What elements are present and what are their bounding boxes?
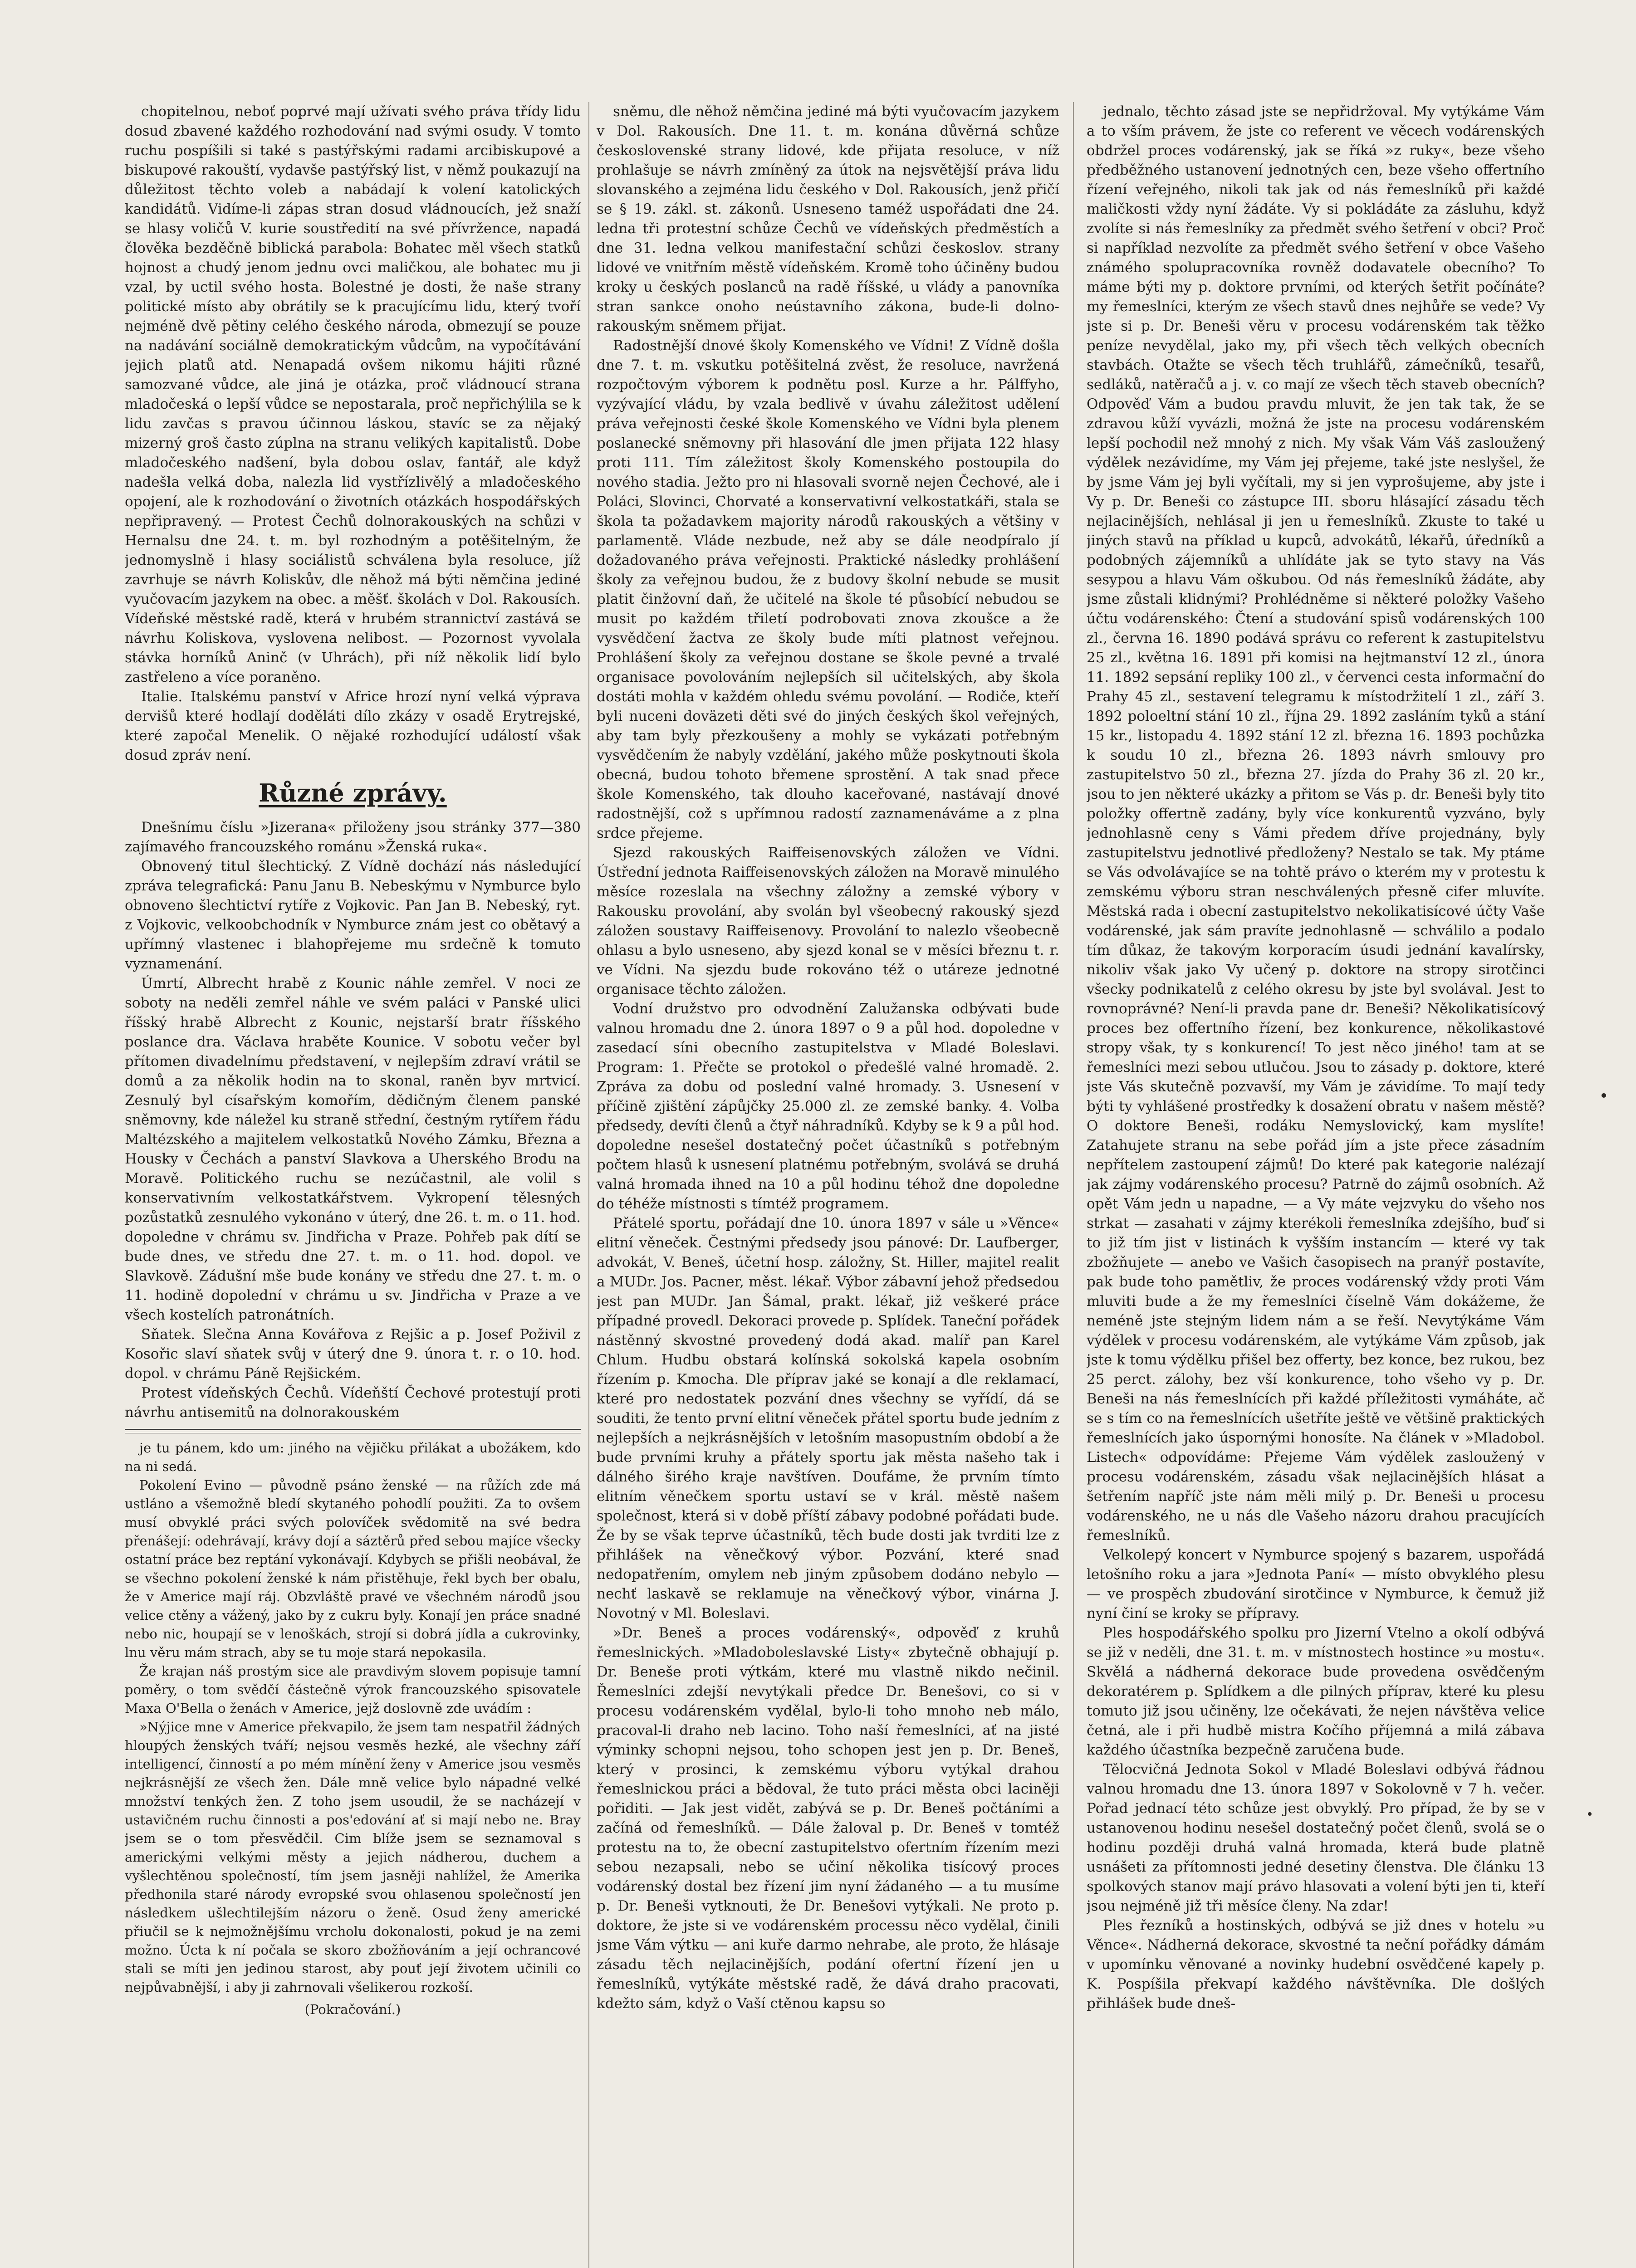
feuilleton <box>125 1439 581 2019</box>
feuilleton-paragraph: Pokolení Evino — původně psáno ženské — na růžích zde má ustláno a všemožně bledí skytaného pohodlí použiti. Za to ovšem musí obvyklé práci svých polovíček svědomitě na své bedra přenášejí: odehrávají, krávy dojí a sáztěrů před sebou majíce všecky ostatní práce bez reptání vykonávají. Kdybych se přišli neobával, že se všechno pokolení ženské k nám přistěhuje, řekl bych ber obalu, že v Americe mají ráj. Obzvláště pravé ve všechném národů jsou velice ctěny a vážený, jako by z cukru byly. Konají jen práce snadné nebo nic, houpají se v lenoškách, strojí si dobrá jídla a cukrovinky, lnu věru mám strach, aby se tu moje stará nepokasila. <box>125 1477 581 1660</box>
article-paragraph: Ples hospodářského spolku pro Jizerní Vtelno a okolí odbývá se již v neděli, dne 31. t. m. v místnostech hostince »u mostu«. Skvělá a nádherná dekorace bude provedena osvědčeným dekoratérem p. Splídkem a dle pilných příprav, které ku plesu tomuto již jsou učiněny, lze očekávati, že nejen návštěva velice četná, ale i při hudbě mistra Kočího příjemná a milá zábava každého účastníka bezpečně zaručena bude. <box>1087 1625 1545 1758</box>
column-right <box>1087 102 1545 2268</box>
section-title: Různé zprávy. <box>259 778 447 807</box>
article-paragraph: Tělocvičná Jednota Sokol v Mladé Boleslavi odbývá řádnou valnou hromadu dne 13. února 1897 v Sokolovně v 7 h. večer. Pořad jednací této schůze jest obvyklý. Pro případ, že by se v ustanovenou hodinu nesešel dostatečný počet členů, svolá se o hodinu později druhá valná hromada, která bude platně usnášeti za přítomnosti jedné desetiny členstva. Dle článku 13 spolkových stanov mají právo hlasovati a volení býti jen ti, kteří jsou nejméně již tři měsíce členy. Na zdar! <box>1087 1761 1545 1914</box>
article-politics: chopitelnou, neboť poprvé mají užívati svého práva třídy lidu dosud zbavené každého rozhodování nad svými osudy. V tomto ruchu pospíšili si také s pastýřskými radami arcibiskupové a biskupové rakouští, vydavše pastýřský list, v němž poukazují na důležitost těchto voleb a nabádají k volení katolických kandidátů. Vidíme-li zápas stran dosud vládnoucích, jež snaží se hlasy voličů V. kurie soustředití na své přívržence, napadá člověka bezděčně biblická parabola: Bohatec měl všech statků hojnost a chudý jenom jednu ovci maličkou, ale bohatec mu ji vzal, by uctil svého hosta. Bolestné je dosti, že naše strany politické místo aby obrátily se k pracujícímu lidu, který tvoří nejméně dvě pětiny celého českého národa, obmezují se pouze na nadávání sociálně demokratickým vůdcům, na vypočítávání jejich platů atd. Nenapadá ovšem nikomu hájiti různé samozvané vůdce, ale jiná je otázka, proč vládnoucí strana mladočeská o lepší vůdce se nepostarala, proč nepřichýlila se k lidu zavčas s pravou účinnou láskou, stavíc se za nějaký mizerný groš často zúplna na stranu velikých kapitalistů. Dobe mladočeského nadšení, byla dobou oslav, fantář, ale když nadešla velká doba, nalezla lid vystřízlivělý a mladočeského opojení, ale k rozhodování o životních otázkách hospodářských nepřipravený. — Protest Čechů dolnorakouských na schůzi v Hernalsu dne 24. t. m. byl rozhodným a potěšitelným, že jednomyslně i hlasy sociálistů schválena byla resoluce, jíž zavrhuje se návrh Koliskův, dle něhož má býti němčina jediné vyučovacím jazykem na obec. a měšť. školách v Dol. Rakousích. Vídeňské městské radě, která v hrubém strannictví zastává se návrhu Koliskova, vyslovena nelibost. — Pozornost vyvolala stávka horníků Aninč (v Uhrách), při níž několik lidí bylo zastřeleno a více poraněno. <box>125 103 581 685</box>
feuilleton-paragraph: »Nýjice mne v Americe překvapilo, že jsem tam nespatřil žádných hloupých ženských tváří; nejsou vesměs hezké, ale všechny září intelligencí, činností a po mém mínění ženy v Americe jsou vesměs nejkrásnější ze všech žen. Dále mně velice bylo nápadné velké množství tenkých žen. Z toho jsem usoudil, že se nacházejí v ustavičném ruchu činnosti a pos'edování ať si mají nebo ne. Bray jsem se o tom přesvědčil. Cim blíže jsem se seznamoval s americkými velkými městy a jejich nádherou, duchem a vyšlechtěnou společností, tím jsem jasněji nahlížel, že Amerika předhonila staré národy evropské svou ohlasenou společností jen následkem ušlechtilejším názoru o ženě. Osud ženy americké přiučil se k nejmožnějšímu vrcholu dokonalosti, pokud je na zemi možno. Úcta k ní počala se skoro zbožňováním a její ochrancové stali se míti jen jedinou starost, aby pouť její životem učinili co nejpůvabnější, i aby ji zahrnovali všelikerou rozkoší. <box>125 1719 581 1995</box>
print-speck <box>1602 1093 1606 1098</box>
article-paragraph: »Dr. Beneš a proces vodárenský«, odpověď z kruhů řemeslnických. »Mladoboleslavské Listy« zbytečně obhajují p. Dr. Beneše proti výtkám, které mu vlastně nikdo nečinil. Řemeslníci zdejší nevytýkali předce Dr. Benešovi, co si v procesu vodárenském vydělal, bylo-li toho mnoho neb málo, pracoval-li draho neb lacino. Toho naší řemeslníci, ať na jisté výminky schopni nejsou, toho schopen jest jen p. Dr. Beneš, který v prosinci, k zemskému výboru vytýkal drahou řemeslnickou práci a bědoval, že tuto práci města obci laciněji pořiditi. — Jak jest vidět, zabývá se p. Dr. Beneš počtáními a začíná od řemeslníků. — Dále žaloval p. Dr. Beneš v tomtéž protestu na to, že obecní zastupitelstvo ofertním řízením mezi sebou nezapsali, nebo se učiní několika tisícový proces vodárenský dostal bez řízení jim nyní žádaného — a tu musíme p. Dr. Beneši vytknouti, že Dr. Benešovi vytýkali. Ne proto p. doktore, že jste si ve vodárenském processu něco vydělal, činili jsme Vám výtku — ani kuře darmo nehrabe, ale proto, že hlásaje zásadu těch nejlacinějších, podání ofertní řízení jen u řemeslníků, vytýkáte městské radě, že dává draho pracovati, kdežto sám, když o Vaší ctěnou kapsu so <box>597 1625 1059 2012</box>
column-rule <box>1073 102 1074 2268</box>
news-item: Protest vídeňských Čechů. Vídeňští Čechové protestují proti návrhu antisemitů na dolnorakouském <box>125 1385 581 1421</box>
feuilleton-paragraph: Že krajan náš prostým sice ale pravdivým slovem popisuje tamní poměry, o tom svědčí částečně výrok francouzského spisovatele Maxa O'Bella o ženách v Americe, jejž doslovně zde uvádím : <box>125 1663 581 1716</box>
column-rule <box>588 102 589 2268</box>
feuilleton-paragraph: je tu pánem, kdo um: jiného na vějičku přilákat a ubožákem, kdo na ni sedá. <box>125 1440 581 1474</box>
article-paragraph: sněmu, dle něhož němčina jediné má býti vyučovacím jazykem v Dol. Rakousích. Dne 11. t. m. konána důvěrná schůze československé strany lidové, kde přijata resoluce, v níž prohlašuje se návrh zmíněný za útok na nejsvětější práva lidu slovanského a zejména lidu českého v Dol. Rakousích, jenž přičí se § 19. zákl. st. zákonů. Usneseno taméž uspořádati dne 24. ledna tři protestní schůze Čechů ve vídeňských předměstích a dne 31. ledna velkou manifestační schůzi českoslov. strany lidové ve vnitřním městě vídeňském. Kromě toho účiněny budou kroky u českých poslanců na radě říšské, u vlády a panovníka stran sankce onoho neústavního zákona, bude-li dolno-rakouským sněmem přijat. <box>597 103 1059 334</box>
news-item: Dnešnímu číslu »Jizerana« přiloženy jsou stránky 377—380 zajímavého francouzského románu »Ženská ruka«. <box>125 819 581 855</box>
article-paragraph: Ples řezníků a hostinských, odbývá se již dnes v hotelu »u Věnce«. Nádherná dekorace, skvostné ta neční pořádky dámám v upomínku věnované a novinky hudební osvědčené kapely p. K. Pospíšila překvapí každého návštěvníka. Dle došlých přihlášek bude dneš- <box>1087 1917 1545 2012</box>
article-italy: Italie. Italskému panství v Africe hrozí nyní velká výprava dervišů které hodlají doděláti dílo zkázy v osadě Erytrejské, které započal Menelik. O nějaké rozhodující událostí však dosud zpráv není. <box>125 689 581 763</box>
news-item: Obnovený titul šlechtický. Z Vídně dochází nás následující zpráva telegrafická: Panu Janu B. Nebeskýmu v Nymburce bylo obnoveno šlechtictví rytíře z Vojkovic. Pan Jan B. Nebeský, ryt. z Vojkovic, velkoobchodník v Nymburce znám jest co obětavý a upřímný vlastenec i blahopřejeme mu srdečně k tomuto vyznamenání. <box>125 858 581 972</box>
news-item: Sňatek. Slečna Anna Kovářova z Rejšic a p. Josef Poživil z Kosořic slaví sňatek svůj v úterý dne 9. února t. r. o 10. hod. dopol. v chrámu Páně Rejšickém. <box>125 1326 581 1382</box>
article-paragraph: Vodní družstvo pro odvodnění Zalužanska odbývati bude valnou hromadu dne 2. února 1897 o 9 a půl hod. dopoledne v zasedací síni obecního zastupitelstva v Mladé Boleslavi. Program: 1. Přečte se protokol o předešlé valné hromadě. 2. Zpráva za dobu od poslední valné hromady. 3. Usnesení v příčině zjištění zápůjčky 25.000 zl. ze zemské banky. 4. Volba předsedy, devíti členů a čtyř náhradníků. Kdyby se k 9 a půl hod. dopoledne nesešel dostatečný počet účastníků s potřebným počtem hlasů k usnesení platnému potřebným, svolává se druhá valná hromada ihned na 10 a půl hodinu téhož dne dopoledne do téhéže místnosti s tímtéž programem. <box>597 1001 1059 1212</box>
article-paragraph: Radostnější dnové školy Komenského ve Vídni! Z Vídně došla dne 7. t. m. vskutku potěšitelná zvěst, že resoluce, navržená rozpočtovým výborem k podnětu posl. Kurze a hr. Pálffyho, vyzývající vládu, by vzala bedlivě v úvahu záležitost udělení práva veřejnosti české škole Komenského ve Vídni byla plenem poslanecké sněmovny při hlasování dle jmen přijata 122 hlasy proti 111. Tím záležitost školy Komenského postoupila do nového stadia. Ježto pro ni hlasovali svorně nejen Čechové, ale i Poláci, Slovinci, Chorvaté a konservativní velkostatkáři, stala se škola ta požadavkem majority národů rakouských a většiny v parlamentě. Vláde nezbude, než aby se dále neodpíralo jí dožadovaného práva veřejnosti. Praktické následky prohlášení školy za veřejnou budou, že z budovy školní nebude se musit platit činžovní daň, že učitelé na škole té působící nebudou se musit po každém třiletí podrobovati znova zkoušce a že vysvědčení žactva ze školy bude míti platnost veřejnou. Prohlášení školy za veřejnou dostane se škole pevné a trvalé organisace povolováním nejlepších sil učitelských, aby škola dostáti mohla v každém ohledu svému povolání. — Rodiče, kteří byli nuceni doväzeti děti své do jiných českých škol veřejných, aby tam byly přezkoušeny a mohly se vykázati potřebným vysvědčením že nabyly vzdělání, jakého může poskytnouti škola obecná, budou tohoto břemene sprostění. A tak snad přece škole Komenského, tak dlouho kaceřované, nastávají dnové radostnější, což s upřímnou radostí zaznamenáváme a z plna srdce přejeme. <box>597 337 1059 841</box>
article-paragraph: Velkolepý koncert v Nymburce spojený s bazarem, uspořádá letošního roku a jara »Jednota Paní« — místo obvyklého plesu — ve prospěch zbudování sirotčince v Nymburce, k čemuž již nyní činí se kroky se přípravy. <box>1087 1547 1545 1622</box>
article-paragraph: Sjezd rakouských Raiffeisenovských záložen ve Vídni. Ústřední jednota Raiffeisenovských záložen na Moravě minulého měsíce rozeslala na všechny záložny a zemské výbory v Rakousku provolání, aby svolán byl všeobecný rakouský sjezd záložen soustavy Raiffeisenovy. Provolání to nalezlo všeobecně ohlasu a bylo usneseno, aby sjezd konal se v měsíci březnu t. r. ve Vídni. Na sjezdu bude rokováno též o utáreze jednotné organisace těchto záložen. <box>597 845 1059 997</box>
article-paragraph: Přátelé sportu, pořádají dne 10. února 1897 v sále u »Věnce« elitní věneček. Čestnými předsedy jsou pánové: Dr. Laufberger, advokát, V. Beneš, účetní hosp. záložny, St. Hiller, majitel realit a MUDr. Jos. Pacner, měst. lékař. Výbor zábavní jehož předsedou jest pan MUDr. Jan Šámal, prakt. lékař, již veškeré práce případné provedl. Dekoraci provede p. Splídek. Taneční pořádek nástěnný skvostné provedený dodá akad. malíř pan Karel Chlum. Hudbu obstará kolínská sokolská kapela osobním řízením p. Kmocha. Dle příprav jaké se konají a dle reklamací, které pro nedostatek pozvání dnes všechny se vyřídí, dá se souditi, že tento první elitní věneček přátel sportu bude jedním z nejlepších a nejkrásnějších v letošním masopustním období a že bude prvními kruhy a přátely sportu jak města našeho tak i dálného širého kraje navštíven. Doufáme, že prvním tímto elitním věnečkem sportu ustaví se v král. městě našem společnost, která si v době příští zábavy podobné pořádati bude. Že by se však teprve účastníků, těch bude dosti jak tvrditi lze z přihlášek na věnečkový výbor. Pozvání, které snad nedopatřením, omylem neb jiným způsobem dodáno nebylo — nechť laskavě se reklamuje na věnečkový výbor, vinárna J. Novotný v Ml. Boleslavi. <box>597 1215 1059 1622</box>
continued-note: (Pokračování.) <box>304 2002 401 2017</box>
article-paragraph: jednalo, těchto zásad jste se nepřidržoval. My vytýkáme Vám a to vším právem, že jste co referent ve věcech vodárenských obdržel proces vodárenský, jak se říká »z ruky«, beze všeho předběžného ustanovení jednotných cen, beze všeho offertního řízení veřejného, nikoli tak jak od nás řemeslníků při každé maličkosti vždy nyní žádáte. Vy si pokládáte za zásluhu, když zvolíte si nás řemeslníky za předmět svého šetření v obci? Proč si například nezvolíte za předmět svého šetření v obce Vašeho známého spolupracovníka rovněž dodavatele obecního? To máme býti my p. doktore prvními, od kterých šetřit počínáte? my řemeslníci, kterým ze všech stavů dnes nejhůře se vede? Vy jste si p. Dr. Beneši věru v procesu vodárenském tak těžko peníze nevydělal, jako my, při všech těch velkých obecních stavbách. Otažte se všech těch truhlářů, zámečníků, tesařů, sedláků, natěračů a j. v. co mají ze všech těch staveb obecních? Odpověď Vám a budou pravdu mluvit, že jen tak tak, že se zdravou kůží vyvázli, možná že jste na procesu vodárenském lepší pochodil než mnohý z nich. My však Vám Váš zasloužený výdělek nezávidíme, my Vám jej přejeme, také jste neslyšel, že by jsme Vám jej byli vyčítali, my si jen vyprošujeme, aby jste i Vy p. Dr. Beneši co zástupce III. sboru hlásající zásadu těch nejlacinějších, nehlásal ji jen u řemeslníků. Zkuste to také u jiných stavů na příklad u kupců, advokátů, lékařů, úředníků a podobných zájemníků a uhlídáte jak se tyto stavy na Vás sesypou a hlavu Vám oškubou. Od nás řemeslníků žádáte, aby jsme zůstali klidnými? Prohlédněme si některé položky Vašeho účtu vodárenského: Čtení a studování spisů vodárenských 100 zl., června 16. 1890 podává správu co referent k zastupitelstvu 25 zl., května 16. 1891 při komisi na hejtmanství 12 zl., února 11. 1892 sepsání repliky 100 zl., v červenci cesta informační do Prahy 45 zl., sestavení telegramu k místodržitelí 1 zl., září 3. 1892 poloeltní stání 10 zl., října 29. 1892 zasláním tyků a stání 15 kr., listopadu 4. 1892 stání 12 zl. března 16. 1893 pochůzka k soudu 10 zl., března 26. 1893 návrh smlouvy pro zastupitelstvo 50 zl., března 27. jízda do Prahy 36 zl. 20 kr., jsou to jen některé ukázky a přitom se Vás p. dr. Beneši byly tito položky offertně zadány, byly více konkurentů vyzváno, byly jednohlasně ceny s Vámi předem dříve projednány, byly zastupitelstvu jednotlivé předloženy? Nestalo se tak. My ptáme se Vás odvolávajíce se na tohtě právo o kterém my v protestu k zemskému výboru stran neschválených přesně cifer mluvíte. Městská rada i obecní zastupitelstvo nekolikatisícové účty Vaše vodárenské, jak sám pravíte jednohlasně — schválilo a podalo tím důkaz, že takovým korporacím úsudi jednání kavalírsky, nikoliv však jako Vy učený p. doktore na stropy sirotčinci všecky podnikatelů z celého okresu by jste byl svolával. Jest to rovnoprávné? Není-li pravda pane dr. Beneši? Několikatisícový proces bez offertního řízení, bez konkurence, několikastové stropy však, ty s konkurencí! To jest něco jiného! tam at se řemeslníci mezi sebou utlučou. Jsou to zásady p. doktore, které jste Vás skutečně pozvavší, my Vám je závidíme. To mají tedy býti ty vyhlášené prostředky k dosažení obratu v našem městě? O doktore Beneši, rodáku Nemyslovický, kam myslíte! Zatahujete stranu na sebe pořád jím a jste přece zásadním nepřítelem zastoupení zájmů! Do které pak kategorie nalézají jak zájmy vodárenského procesu? Patrně do zájmů osobních. Až opět Vám jedn u napadne, — a Vy máte vejzvyku do všeho nos strkat — zasahati v zájmy kterékoli řemeslníka zdejšího, buď si to již tím jist v listinách k vyšším instancím — které vy tak zbožňujete — anebo ve Vašich časopisech na pranýř postavíte, pak bude toho pamětliv, že proces vodárenský vždy proti Vám mluviti bude a že my řemeslníci číselně Vám dokážeme, že neméně jste stejným lidem nám a se řeší. Nevytýkáme Vám výdělek v procesu vodárenském, ale vytýkáme Vám způsob, jak jste k tomu výdělku přišel bez offerty, bez konce, bez rukou, bez 25 perct. zálohy, bez vší konkurence, toho všeho vy p. Dr. Beneši na nás řemeslnících při každé příležitosti vymáháte, ač se s tím co na řemeslnících ušetříte ještě ve většině praktických řemeslnících jako úspornými honosíte. Na článek v »Mladobol. Listech« odpovídáme: Přejeme Vám výdělek zasloužený v procesu vodárenském, zásadu však nejlacinějších hlásat a šetřením napříč jste nám měli milý p. Dr. Beneši u procesu vodárenského, ne u nás dle Vašeho názoru drahou pracujících řemeslníků. <box>1087 103 1545 1544</box>
column-middle <box>597 102 1059 2268</box>
column-left <box>125 102 581 2268</box>
print-speck <box>1588 1812 1592 1816</box>
news-item: Úmrtí, Albrecht hrabě z Kounic náhle zemřel. V noci ze soboty na neděli zemřel náhle ve svém paláci v Panské ulici říšský hrabě Albrecht z Kounic, nejstarší bratr říšského poslance dra. Václava hraběte Kounice. V sobotu večer byl přítomen divadelnímu představení, v nejlepším zdraví vrátil se domů a za několik hodin na to skonal, raněn byv mrtvicí. Zesnulý byl císařským komořím, dědičným členem panské sněmovny, kde náležel ku straně střední, čestným rytířem řádu Maltézského a majitelem velkostatků Nového Zámku, Března a Housky v Čechách a panství Slavkova a Uherského Brodu na Moravě. Politického ruchu se nezúčastnil, ale volil s konservativním velkostatkářstvem. Vykropení tělesných pozůstatků zesnulého vykonáno v úterý, dne 26. t. m. o 11. hod. dopoledne v chrámu sv. Jindřicha v Praze. Pohřeb pak dítí se bude dnes, ve středu dne 27. t. m. o 11. hod. dopol. ve Slavkově. Zádušní mše bude konány ve středu dne 27. t. m. o 11. hodině dopolední v chrámu u sv. Jindřicha v Praze a ve všech kostelích patronátních. <box>125 975 581 1323</box>
feuilleton-divider <box>125 1429 581 1433</box>
